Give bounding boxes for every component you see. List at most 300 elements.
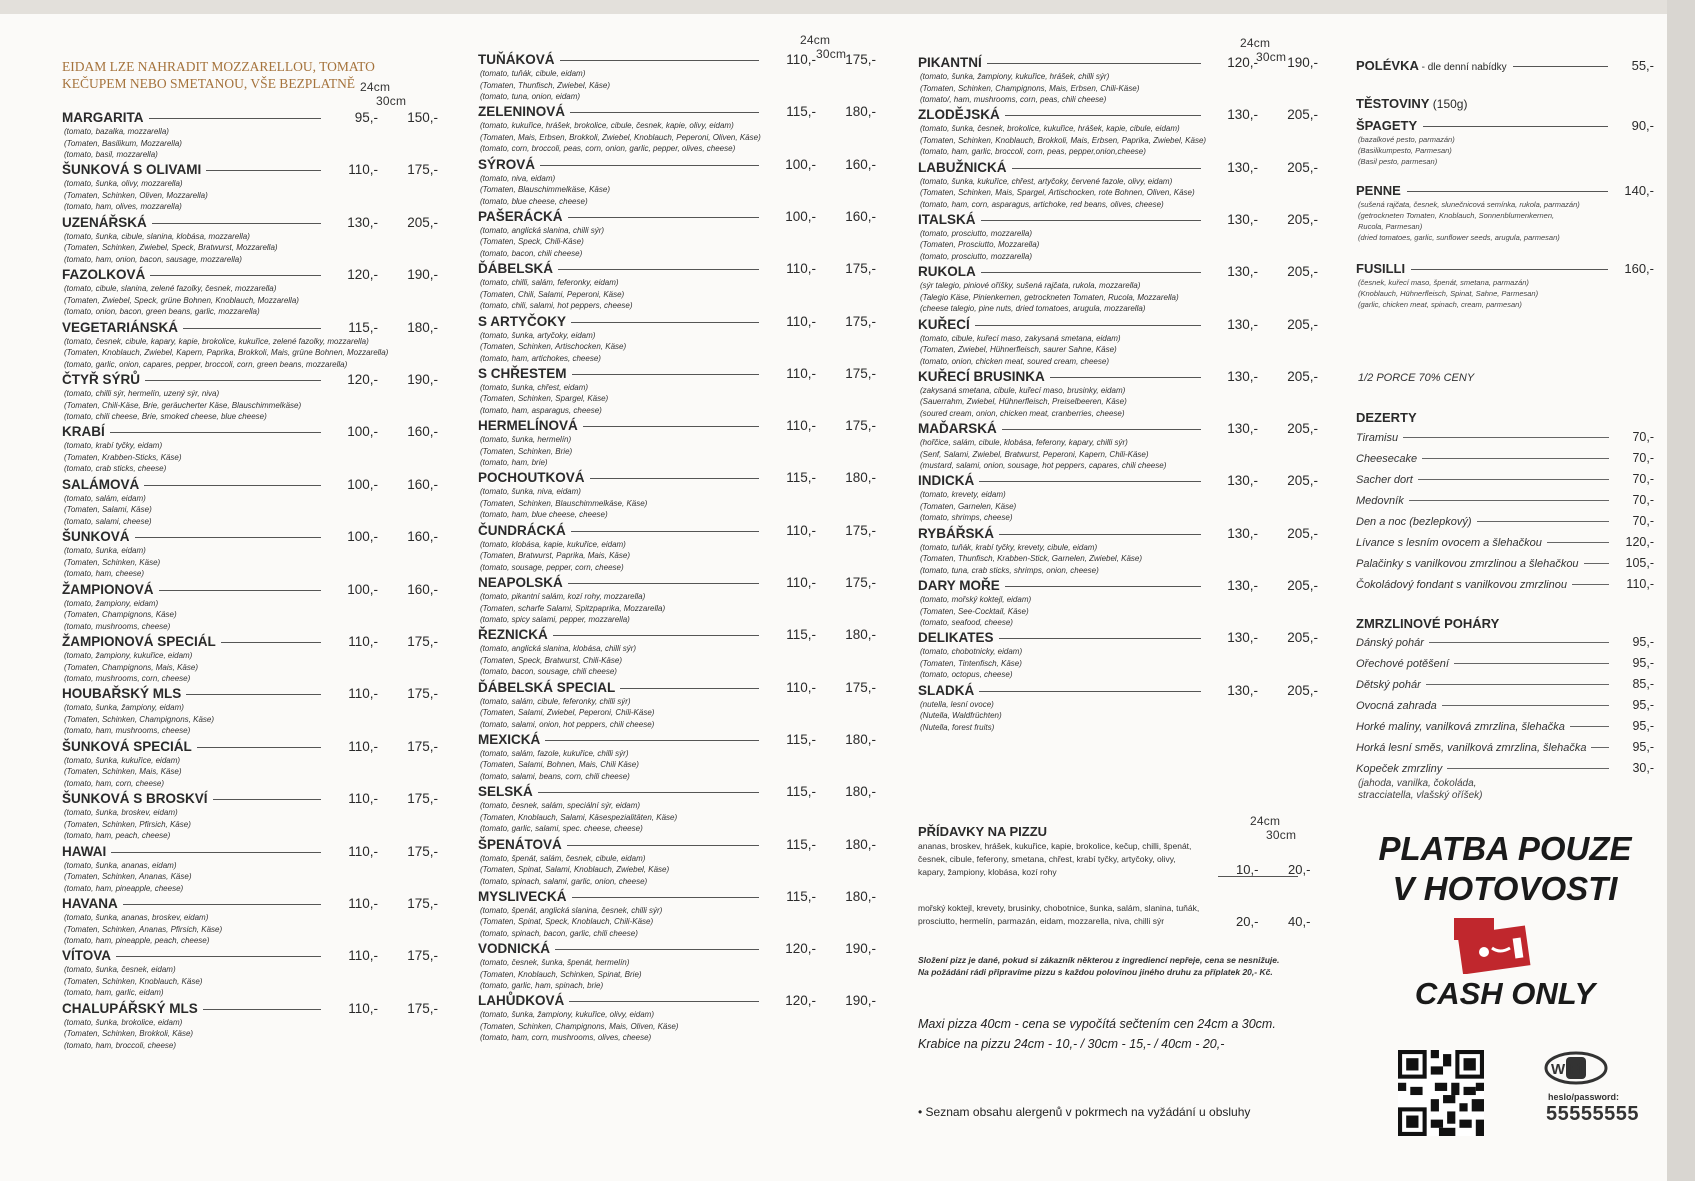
ingredients-line: (tomato, octopus, cheese) — [920, 670, 1013, 680]
item-price: 95,- — [1632, 698, 1654, 712]
ingredients-line: (Sauerrahm, Zwiebel, Hühnerfleisch, Preiselbeeren, Käse) — [920, 397, 1127, 407]
price-24: 120,- — [347, 372, 378, 387]
pasta-item-spagety — [1356, 118, 1654, 133]
ingredients-line: (tomato, salám, fazole, kukuřice, chilli sýr) — [480, 748, 629, 758]
maxi-pizza-note: Maxi pizza 40cm - cena se vypočítá sečtením cen 24cm a 30cm. — [918, 1017, 1276, 1031]
ingredients-line: (tomato, žampiony, kukuřice, eidam) — [64, 651, 193, 660]
ingredients-line: (tomato, česnek, salám, speciální sýr, eidam) — [480, 801, 641, 811]
pizza-item-uzenarska — [62, 215, 438, 266]
item-name: Palačinky s vanilkovou zmrzlinou a šlehačkou — [1356, 558, 1579, 570]
price-30: 180,- — [845, 470, 876, 486]
pizza-name: HERMELÍNOVÁ — [478, 418, 578, 434]
ingredients-line: (tomato, krevety, eidam) — [920, 490, 1006, 500]
desserts-item-cokoladovy-fondant-s-vanilkovou-zmrzlinou — [1356, 577, 1654, 598]
pizza-line — [478, 418, 876, 434]
ingredients-line: (tomato/, ham, mushrooms, corn, peas, chili cheese) — [920, 95, 1107, 104]
ingredients-line: (tomato, salami, cheese) — [64, 516, 152, 526]
price-24: 110,- — [786, 575, 816, 590]
price-30: 205,- — [1287, 525, 1318, 541]
pizza-item-pochoutkova — [478, 470, 876, 521]
leader-dots — [145, 380, 321, 381]
pizza-line — [478, 261, 876, 277]
addon-row-1-text: ananas, broskev, hrášek, kukuřice, kapie, brokolice, kečup, chilli, špenát, česnek, cibule, feferony, smetana, chřest, krabí tyčky, artyčoky, olivy, kapary, žampiony, klobása, kozí rohy — [918, 841, 1192, 877]
pasta-price: 160,- — [1624, 261, 1654, 276]
price-24: 115,- — [786, 731, 816, 747]
ingredients-line: (tomato, prosciutto, mozzarella) — [920, 251, 1033, 261]
ingredients-line: (tomato, ham, broccoli, cheese) — [64, 1040, 177, 1050]
ingredients-line: (tomato, tuna, crab sticks, shrimps, onion, cheese) — [920, 565, 1099, 575]
leader-dots — [1423, 126, 1608, 127]
ingredients-line: (Senf, Salami, Zwiebel, Bratwurst, Peperoni, Kapern, Chili-Käse) — [920, 449, 1149, 459]
price-24: 130,- — [1227, 421, 1258, 437]
pizza-name: MEXICKÁ — [478, 731, 541, 747]
pizza-line — [918, 160, 1318, 176]
leader-dots — [571, 531, 759, 532]
leader-dots — [1005, 586, 1201, 587]
pizza-item-hawai — [62, 844, 438, 895]
pizza-name: ŽAMPIONOVÁ SPECIÁL — [62, 634, 216, 649]
pizza-line — [918, 369, 1318, 385]
price-24: 110,- — [786, 679, 816, 695]
ingredients-line: (tomato, pikantní salám, kozí rohy, mozzarella) — [480, 592, 646, 601]
ingredients-line: (tomato, ham, garlic, eidam) — [64, 988, 164, 998]
pizza-item-zampionova-special — [62, 634, 438, 685]
ingredients-line: (sýr talegio, piniové oříšky, sušená rajčata, rukola, mozzarella) — [920, 281, 1141, 291]
pizza-item-s-chrestem — [478, 366, 876, 417]
leader-dots — [999, 638, 1201, 639]
price-24: 115,- — [786, 888, 816, 904]
item-price: 70,- — [1632, 430, 1654, 444]
price-24: 130,- — [1227, 630, 1258, 646]
pizza-name: SELSKÁ — [478, 784, 533, 800]
pizza-line — [918, 630, 1318, 646]
price-30: 190,- — [845, 941, 876, 957]
item-name: Ořechové potěšení — [1356, 658, 1449, 670]
leader-dots — [159, 590, 321, 591]
price-24: 130,- — [1227, 578, 1258, 593]
size-24: 24cm — [1240, 36, 1271, 50]
leader-dots — [568, 583, 759, 584]
price-24: 110,- — [348, 1000, 378, 1016]
pizza-item-sunkova-s-olivami — [62, 162, 438, 213]
ingredients-line: (Tomaten, Schinken, Champignons, Mais, Erbsen, Chili-Käse) — [920, 83, 1140, 93]
pizza-line — [62, 372, 438, 388]
pizza-line — [478, 52, 876, 68]
pizza-item-hermelinova — [478, 418, 876, 469]
ingredients-line: (tomato, šunka, brokolice, eidam) — [64, 1017, 183, 1027]
ingredients-line: (tomato, šunka, chřest, eidam) — [480, 382, 589, 392]
icecream-item-ovocna-zahrada — [1356, 698, 1654, 719]
pizza-item-sunkova — [62, 529, 438, 580]
pizza-name: UZENÁŘSKÁ — [62, 214, 147, 230]
ingredients-line: (tomato, crab sticks, cheese) — [64, 464, 167, 474]
pizza-name: ŘEZNICKÁ — [478, 627, 548, 643]
item-name: Tiramisu — [1356, 432, 1399, 444]
ingredients-line: (tomato, kukuřice, hrášek, brokolice, cibule, česnek, kapie, olivy, eidam) — [480, 121, 734, 131]
price-24: 130,- — [1227, 682, 1258, 698]
pizza-item-dabelska-special — [478, 680, 876, 731]
pizza-name: TUŇÁKOVÁ — [478, 52, 555, 67]
pizza-item-zampionova — [62, 582, 438, 633]
price-30: 175,- — [845, 365, 876, 381]
pizza-name: VÍTOVA — [62, 948, 112, 964]
pizza-item-indicka — [918, 473, 1318, 524]
pizza-name: ŠPENÁTOVÁ — [478, 836, 562, 852]
wifi-logo-text: WiFi — [1551, 1061, 1583, 1078]
pizza-item-zlodejska — [918, 107, 1318, 158]
price-24: 100,- — [785, 156, 816, 172]
price-30: 175,- — [845, 418, 876, 434]
pizza-line — [478, 470, 876, 486]
size-24: 24cm — [800, 33, 831, 47]
price-24: 110,- — [786, 52, 816, 67]
pizza-name: RYBÁŘSKÁ — [918, 525, 995, 541]
ingredients-line: (Tomaten, Schinken, Ananas, Käse) — [64, 872, 192, 882]
pizza-line — [62, 686, 438, 702]
ingredients-line: (tomato, corn, broccoli, peas, corn, onion, garlic, pepper, olives, cheese) — [480, 144, 736, 154]
pizza-name: SÝROVÁ — [478, 156, 536, 172]
ingredients-line: (tomato, garlic, ham, spinach, brie) — [480, 981, 604, 991]
item-price: 70,- — [1632, 493, 1654, 507]
pizza-name: MARGARITA — [62, 110, 144, 125]
ingredients-line: (tomato, krabí tyčky, eidam) — [64, 441, 163, 451]
ingredients-line: (soured cream, onion, chicken meat, cranberries, cheese) — [920, 408, 1125, 418]
leader-dots — [981, 272, 1201, 273]
ingredients-line: (tomato, šunka, kukuřice, chřest, artyčoky, červené fazole, olivy, eidam) — [920, 176, 1173, 186]
price-30: 175,- — [407, 896, 438, 911]
ingredients-line: (Tomaten, Salami, Zwiebel, Peperoni, Chili-Käse) — [480, 708, 655, 718]
ingredients-line: (tomato, ham, onion, bacon, sausage, mozzarella) — [64, 254, 242, 264]
price-30: 190,- — [1287, 55, 1318, 70]
pizza-item-selska — [478, 784, 876, 835]
price-30: 175,- — [845, 313, 876, 329]
pizza-line — [478, 732, 876, 748]
ingredients-line: (tomato, salami, onion, hot peppers, chili cheese) — [480, 719, 655, 729]
item-name: Medovník — [1356, 495, 1404, 507]
size-30: 30cm — [1266, 828, 1297, 842]
pizza-name: MYSLIVECKÁ — [478, 888, 567, 904]
leader-dots — [1426, 684, 1609, 685]
pizza-item-salamova — [62, 477, 438, 528]
ingredients-line: (tomato, tuňák, cibule, eidam) — [480, 69, 586, 78]
ingredients-line: (Tomaten, Spinat, Salami, Knoblauch, Zwiebel, Käse) — [480, 865, 670, 874]
leader-dots — [206, 170, 321, 171]
price-30: 205,- — [407, 214, 438, 230]
ingredients-line: (Tomaten, Schinken, Champignons, Käse) — [64, 714, 215, 724]
leader-dots — [1584, 563, 1609, 564]
leader-dots — [987, 63, 1201, 64]
price-30: 180,- — [845, 836, 876, 852]
price-30: 205,- — [1287, 264, 1318, 280]
item-price: 70,- — [1632, 451, 1654, 465]
pizza-name: KRABÍ — [62, 424, 105, 440]
ingredients-line: (cheese talegio, pine nuts, dried tomatoes, arugula, mozzarella) — [920, 304, 1146, 314]
leader-dots — [123, 904, 321, 905]
price-30: 160,- — [407, 424, 438, 440]
pasta-name: ŠPAGETY — [1356, 118, 1418, 133]
pizza-line — [478, 523, 876, 539]
wifi-logo — [1544, 1050, 1608, 1086]
price-30: 180,- — [407, 319, 438, 335]
pizza-name: LAHŮDKOVÁ — [478, 993, 565, 1009]
pizza-item-havana — [62, 896, 438, 947]
ingredients-line: (Tomaten, Schinken, Brokkoli, Käse) — [64, 1029, 194, 1039]
leader-dots — [979, 691, 1201, 692]
addons-title: PŘÍDAVKY NA PIZZU — [918, 824, 1048, 839]
pizza-line — [62, 634, 438, 650]
pizza-name: ZELENINOVÁ — [478, 104, 566, 120]
ingredients-line: (tomato, prosciutto, mozzarella) — [920, 228, 1033, 238]
pizza-line — [62, 477, 438, 493]
item-name: Dánský pohár — [1356, 637, 1424, 649]
ingredients-line: (tomato, ham, cheese) — [64, 569, 145, 579]
price-30: 175,- — [407, 686, 438, 702]
pizza-item-sunkova-special — [62, 739, 438, 790]
leader-dots — [999, 534, 1201, 535]
price-30: 175,- — [407, 948, 438, 964]
pizza-item-kureci — [918, 317, 1318, 368]
ingredients-line: (tomato, spicy salami, pepper, mozzarella) — [480, 615, 630, 624]
ingredients-line: (Tomaten, Chili-Käse, Brie, geräucherter Käse, Blauschimmelkäse) — [64, 400, 302, 410]
ingredients-line: (tomato, bacon, chili cheese) — [480, 248, 583, 258]
leader-dots — [1403, 437, 1609, 438]
item-price: 30,- — [1632, 761, 1654, 775]
price-24: 110,- — [348, 791, 378, 807]
leader-dots — [150, 275, 321, 276]
ingredients-line: (Tomaten, Schinken, Spargel, Käse) — [480, 394, 609, 404]
leader-dots — [979, 481, 1201, 482]
addon-row-2-text: mořský koktejl, krevety, brusinky, chobotnice, šunka, salám, slanina, tuňák, prosciutto, hermelín, parmazán, eidam, mozzarella, niva, chilli sýr — [918, 903, 1200, 926]
pizza-line — [62, 424, 438, 440]
ingredients-line: (tomato, chilli sýr, hermelín, uzený sýr, niva) — [64, 389, 220, 398]
ingredients-line: (tomato, ham, corn, asparagus, artichoke, red beans, olives, cheese) — [920, 199, 1164, 209]
ingredients-line: (Talegio Käse, Pinienkernen, getrockneten Tomaten, Rucola, Mozzarella) — [920, 292, 1179, 302]
ingredients-line: (Tomaten, Salami, Bohnen, Mais, Chili Käse) — [480, 760, 639, 770]
price-24: 120,- — [1227, 55, 1258, 70]
ingredients-line: (Nutella, forest fruits) — [920, 722, 995, 732]
pizza-name: ŽAMPIONOVÁ — [62, 581, 154, 597]
ingredients-line: (tomato, šunka, artyčoky, eidam) — [480, 330, 596, 340]
ingredients-line: (Tomaten, Schinken, Käse) — [64, 557, 161, 567]
pizza-item-kureci-brusinka — [918, 369, 1318, 420]
leader-dots — [116, 956, 321, 957]
ingredients-line: (tomato, salami, beans, corn, chili cheese) — [480, 771, 630, 781]
pizza-item-labuznicka — [918, 160, 1318, 211]
price-24: 110,- — [348, 634, 378, 649]
pizza-line — [62, 896, 438, 912]
price-30: 175,- — [407, 843, 438, 859]
price-24: 110,- — [348, 738, 378, 754]
ingredients-line: (Tomaten, Bratwurst, Paprika, Mais, Käse) — [480, 551, 630, 561]
price-24: 130,- — [1227, 368, 1258, 384]
ingredients-line: (tomato, mushrooms, cheese) — [64, 621, 171, 631]
leader-dots — [590, 478, 759, 479]
soup-name: POLÉVKA - dle denní nabídky — [1356, 58, 1507, 73]
ingredients-line: (tomato, niva, eidam) — [480, 173, 556, 183]
leader-dots — [197, 747, 321, 748]
pizza-line — [62, 948, 438, 964]
pizza-name: KUŘECÍ — [918, 316, 970, 332]
desserts-item-tiramisu — [1356, 430, 1654, 451]
ingredients-line: (Tomaten, Prosciutto, Mozzarella) — [920, 240, 1040, 250]
price-24: 115,- — [786, 104, 816, 120]
icecream-item-detsky-pohar — [1356, 677, 1654, 698]
pizza-name: SLADKÁ — [918, 682, 975, 698]
price-30: 205,- — [1287, 211, 1318, 227]
ingredients-line: (Tomaten, Thunfisch, Zwiebel, Käse) — [480, 80, 610, 90]
price-30: 205,- — [1287, 578, 1318, 593]
item-price: 70,- — [1632, 514, 1654, 528]
pasta-item-penne — [1356, 183, 1654, 198]
desserts-item-den-a-noc-bezlepkovy — [1356, 514, 1654, 535]
price-24: 100,- — [347, 476, 378, 492]
ingredients-line: (tomato, anglická slanina, chilli sýr) — [480, 225, 605, 235]
desserts-item-sacher-dort — [1356, 472, 1654, 493]
pizza-line — [478, 627, 876, 643]
ingredients-line: (tomato, ham, brie) — [480, 458, 548, 468]
price-30: 175,- — [845, 52, 876, 67]
pizza-name: ČTYŘ SÝRŮ — [62, 372, 141, 387]
pizza-item-dabelska — [478, 261, 876, 312]
pizza-name: ČUNDRÁCKÁ — [478, 522, 566, 538]
price-24: 100,- — [785, 208, 816, 224]
addon-row-1-price-24: 10,- — [1236, 862, 1259, 877]
leader-dots — [569, 1001, 759, 1002]
pizza-line — [478, 784, 876, 800]
price-24: 100,- — [347, 424, 378, 440]
pizza-line — [918, 212, 1318, 228]
pizza-item-s-artycoky — [478, 314, 876, 365]
item-name: Čokoládový fondant s vanilkovou zmrzlinou — [1356, 579, 1567, 591]
pizza-line — [478, 314, 876, 330]
ingredients-line: (tomato, česnek, cibule, kapary, kapie, brokolice, kukuřice, zelené fazolky, mozzarella) — [64, 336, 369, 346]
ingredients-line: (Nutella, Waldfrüchten) — [920, 711, 1002, 721]
pizza-line — [478, 575, 876, 591]
ingredients-line: (tomato, tuňák, krabí tyčky, krevety, cibule, eidam) — [920, 542, 1098, 552]
leader-dots — [110, 432, 321, 433]
price-30: 180,- — [845, 731, 876, 747]
item-name: Dětský pohár — [1356, 679, 1421, 691]
pizza-name: ŠUNKOVÁ S BROSKVÍ — [62, 791, 208, 807]
item-price: 85,- — [1632, 677, 1654, 691]
price-30: 205,- — [1287, 682, 1318, 698]
price-30: 160,- — [845, 156, 876, 172]
pizza-line — [918, 526, 1318, 542]
item-name: Horké maliny, vanilková zmrzlina, šlehačka — [1356, 721, 1565, 733]
leader-dots — [540, 165, 759, 166]
ingredients-line: (zakysaná smetana, cibule, kuřecí maso, brusinky, eidam) — [920, 385, 1126, 395]
leader-dots — [555, 949, 759, 950]
pizza-item-delikates — [918, 630, 1318, 681]
ingredients-line: (Tomaten, Schinken, Zwiebel, Speck, Bratwurst, Mozzarella) — [64, 243, 278, 253]
pizza-line — [62, 529, 438, 545]
item-name: Cheesecake — [1356, 453, 1418, 465]
leader-dots — [186, 694, 321, 695]
half-portion-note: 1/2 PORCE 70% CENY — [1358, 372, 1475, 384]
pizza-line — [62, 1001, 438, 1017]
ingredients-line: (Tomaten, Schinken, Oliven, Mozzarella) — [64, 190, 208, 200]
pizza-line — [62, 791, 438, 807]
pizza-item-mexicka — [478, 732, 876, 783]
price-30: 175,- — [845, 522, 876, 538]
price-24: 130,- — [1227, 264, 1258, 280]
pizza-name: DELIKATES — [918, 630, 994, 646]
ingredients-line: (tomato, chili, salami, hot peppers, cheese) — [480, 301, 633, 311]
price-24: 130,- — [347, 214, 378, 230]
item-price: 95,- — [1632, 656, 1654, 670]
pizza-item-rybarska — [918, 526, 1318, 577]
ingredients-line: (tomato, klobása, kapie, kukuřice, eidam) — [480, 539, 626, 549]
addon-size-header — [1250, 814, 1318, 842]
ingredients-line: (tomato, ham, blue cheese, cheese) — [480, 510, 608, 520]
leader-dots — [620, 688, 759, 689]
item-price: 110,- — [1626, 577, 1654, 591]
cash-card-icon — [1454, 918, 1534, 974]
pizza-item-fazolkova — [62, 267, 438, 318]
pizza-line — [478, 993, 876, 1009]
allergen-note: • Seznam obsahu alergenů v pokrmech na vyžádání u obsluhy — [918, 1105, 1251, 1119]
pizza-item-krabi — [62, 424, 438, 475]
leader-dots — [213, 799, 321, 800]
ingredients-line: (Tomaten, Tintenfisch, Käse) — [920, 658, 1022, 668]
pizza-name: LABUŽNICKÁ — [918, 159, 1007, 175]
ingredients-line: (tomato, šunka, žampiony, kukuřice, hrášek, chilli sýr) — [920, 72, 1110, 81]
pasta-price: 140,- — [1624, 183, 1654, 198]
ingredients-line: (tomato, ham, mushrooms, cheese) — [64, 726, 191, 736]
size-30: 30cm — [376, 94, 407, 108]
wifi-password: 55555555 — [1546, 1103, 1639, 1125]
ingredients-line: (Tomaten, Knoblauch, Schinken, Spinat, Brie) — [480, 969, 642, 979]
ingredients-line: (tomato, šunka, olivy, mozzarella) — [64, 179, 183, 189]
pizza-line — [478, 680, 876, 696]
ingredients-line: (Tomaten, Knoblauch, Salami, Käsespezialitäten, Käse) — [480, 812, 678, 822]
ingredients-line: (tomato, špenát, salám, česnek, cibule, eidam) — [480, 853, 646, 863]
pizza-item-madarska — [918, 421, 1318, 472]
leader-dots — [538, 792, 759, 793]
ingredients-line: (tomato, ham, asparagus, cheese) — [480, 405, 602, 415]
price-24: 115,- — [348, 319, 378, 335]
pizza-name: ŠUNKOVÁ — [62, 529, 130, 545]
pizza-item-sunkova-s-broskvi — [62, 791, 438, 842]
ingredients-line: (Tomaten, Champignons, Käse) — [64, 610, 177, 620]
price-24: 130,- — [1227, 211, 1258, 227]
pizza-line — [478, 366, 876, 382]
leader-dots — [1591, 747, 1609, 748]
ingredients-line: (tomato, ham, garlic, broccoli, corn, peas, pepper,onion,cheese) — [920, 147, 1146, 157]
pizza-line — [918, 317, 1318, 333]
item-price: 95,- — [1632, 719, 1654, 733]
price-24: 110,- — [348, 896, 378, 911]
leader-dots — [570, 112, 759, 113]
leader-dots — [981, 220, 1202, 221]
pizza-item-sladka — [918, 683, 1318, 734]
soup-price: 55,- — [1631, 58, 1654, 73]
item-name: Den a noc (bezlepkový) — [1356, 516, 1472, 528]
pizza-line — [478, 889, 876, 905]
pizza-name: HOUBAŘSKÝ MLS — [62, 686, 182, 702]
ingredients-line: (Tomaten, Knoblauch, Zwiebel, Kapern, Paprika, Brokkoli, Mais, grüne Bohnen, Mozzarella) — [64, 348, 389, 358]
paper-edge-top — [0, 0, 1695, 14]
ingredients-line: (tomato, šunka, ananas, broskev, eidam) — [64, 913, 209, 922]
ingredients-line: (Tomaten, Zwiebel, Hühnerfleisch, saurer Sahne, Käse) — [920, 345, 1117, 354]
leader-dots — [1477, 521, 1609, 522]
price-30: 175,- — [407, 1000, 438, 1016]
ingredients-line: (tomato, salám, eidam) — [64, 493, 146, 503]
price-30: 175,- — [845, 679, 876, 695]
price-24: 120,- — [785, 993, 816, 1009]
pizza-item-reznicka — [478, 627, 876, 678]
pizza-name: FAZOLKOVÁ — [62, 267, 146, 283]
